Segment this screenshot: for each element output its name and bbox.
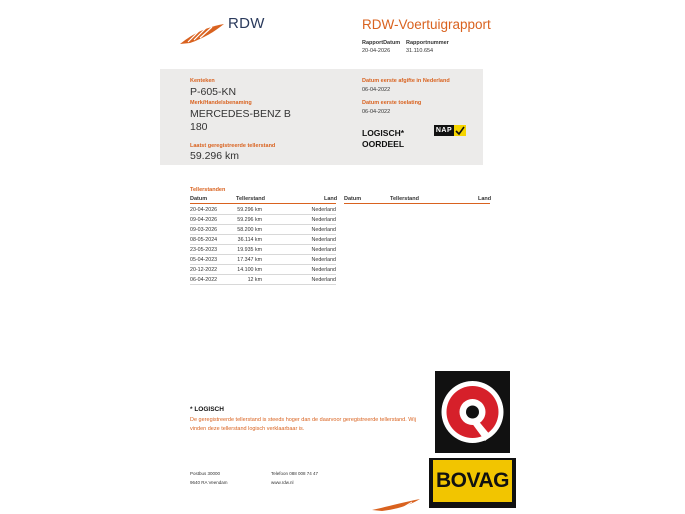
toelating-value: 06-04-2022 (362, 109, 391, 115)
footer-web[interactable]: www.rdw.nl (271, 480, 294, 485)
bovag-logo (429, 366, 516, 508)
kenteken-label: Kenteken (190, 78, 215, 84)
cell-land: Nederland (311, 276, 336, 283)
bovag-text: BOVAG (433, 460, 512, 502)
report-title: RDW-Voertuigrapport (362, 17, 491, 32)
cell-datum: 20-12-2022 (190, 266, 218, 273)
toelating-label: Datum eerste toelating (362, 100, 422, 106)
rapportnummer-value: 31.110.654 (406, 48, 434, 54)
cell-datum: 06-04-2022 (190, 276, 218, 283)
nap-logo (434, 125, 466, 136)
oordeel-badge (362, 128, 404, 150)
table-row (190, 255, 336, 265)
merk-value-line1: MERCEDES-BENZ B (190, 108, 291, 120)
cell-datum: 09-04-2026 (190, 216, 218, 223)
cell-land: Nederland (311, 226, 336, 233)
brand-name: RDW (228, 15, 265, 32)
tellerstanden-title: Tellerstanden (190, 187, 226, 193)
rdw-logo-icon (178, 22, 226, 46)
kenteken-value: P-605-KN (190, 86, 237, 98)
afgifte-label: Datum eerste afgifte in Nederland (362, 78, 450, 84)
merk-label: Merk/Handelsbenaming (190, 100, 252, 106)
tellerstand-value: 59.296 km (190, 150, 240, 162)
cell-stand: 59.296 km (237, 206, 262, 213)
table-row (190, 215, 336, 225)
cell-stand: 19.935 km (237, 246, 262, 253)
header-rule-left (190, 203, 336, 204)
tellerstand-label: Laatst geregistreerde tellerstand (190, 143, 276, 149)
footnote-title: * LOGISCH (190, 406, 224, 413)
cell-datum: 09-03-2026 (190, 226, 218, 233)
footer-plaats: 9640 RA Veendam (190, 480, 228, 485)
col-header-datum-2: Datum (344, 196, 362, 202)
cell-datum: 20-04-2026 (190, 206, 218, 213)
cell-stand: 36.114 km (237, 236, 262, 243)
table-row (190, 265, 336, 275)
footer-telefoon: Telefoon 088 008 74 47 (271, 471, 319, 476)
cell-land: Nederland (311, 216, 336, 223)
checkmark-icon (454, 125, 466, 136)
table-row (190, 225, 336, 235)
footnote-text: De geregistreerde tellerstand is steeds hoger dan de daarvoor geregistreerde tellerstand. Wij vinden deze tellerstand logisch verklaarbaar is. (190, 417, 416, 432)
header-rule-right (344, 203, 490, 204)
cell-stand: 14.100 km (237, 266, 262, 273)
col-header-tellerstand: Tellerstand (236, 196, 265, 202)
table-row (190, 275, 336, 285)
afgifte-value: 06-04-2022 (362, 87, 391, 93)
oordeel-line2: OORDEEL (362, 139, 405, 149)
merk-value-line2: 180 (190, 121, 208, 133)
cell-land: Nederland (311, 246, 336, 253)
rapportdatum-label: RapportDatum (362, 40, 401, 46)
cell-land: Nederland (311, 256, 336, 263)
cell-datum: 08-05-2024 (190, 236, 218, 243)
col-header-tellerstand-2: Tellerstand (390, 196, 419, 202)
cell-land: Nederland (311, 206, 336, 213)
cell-stand: 59.296 km (237, 216, 262, 223)
col-header-datum: Datum (190, 196, 208, 202)
cell-land: Nederland (311, 236, 336, 243)
col-header-land-2: Land (478, 196, 492, 202)
cell-stand: 58.200 km (237, 226, 262, 233)
cell-datum: 05-04-2023 (190, 256, 218, 263)
cell-land: Nederland (311, 266, 336, 273)
table-row (190, 205, 336, 215)
cell-stand: 12 km (247, 276, 262, 283)
table-row (190, 245, 336, 255)
rapportnummer-label: Rapportnummer (406, 40, 449, 46)
footer-postbus: Postbus 30000 (190, 471, 221, 476)
rdw-footer-logo-icon (372, 498, 422, 512)
col-header-land: Land (324, 196, 338, 202)
oordeel-line1: LOGISCH* (362, 128, 405, 138)
table-row (190, 235, 336, 245)
nap-text: NAP (435, 127, 453, 134)
cell-datum: 23-05-2023 (190, 246, 218, 253)
rapportdatum-value: 20-04-2026 (362, 48, 391, 54)
cell-stand: 17.347 km (237, 256, 262, 263)
bovag-emblem-icon (429, 366, 516, 458)
